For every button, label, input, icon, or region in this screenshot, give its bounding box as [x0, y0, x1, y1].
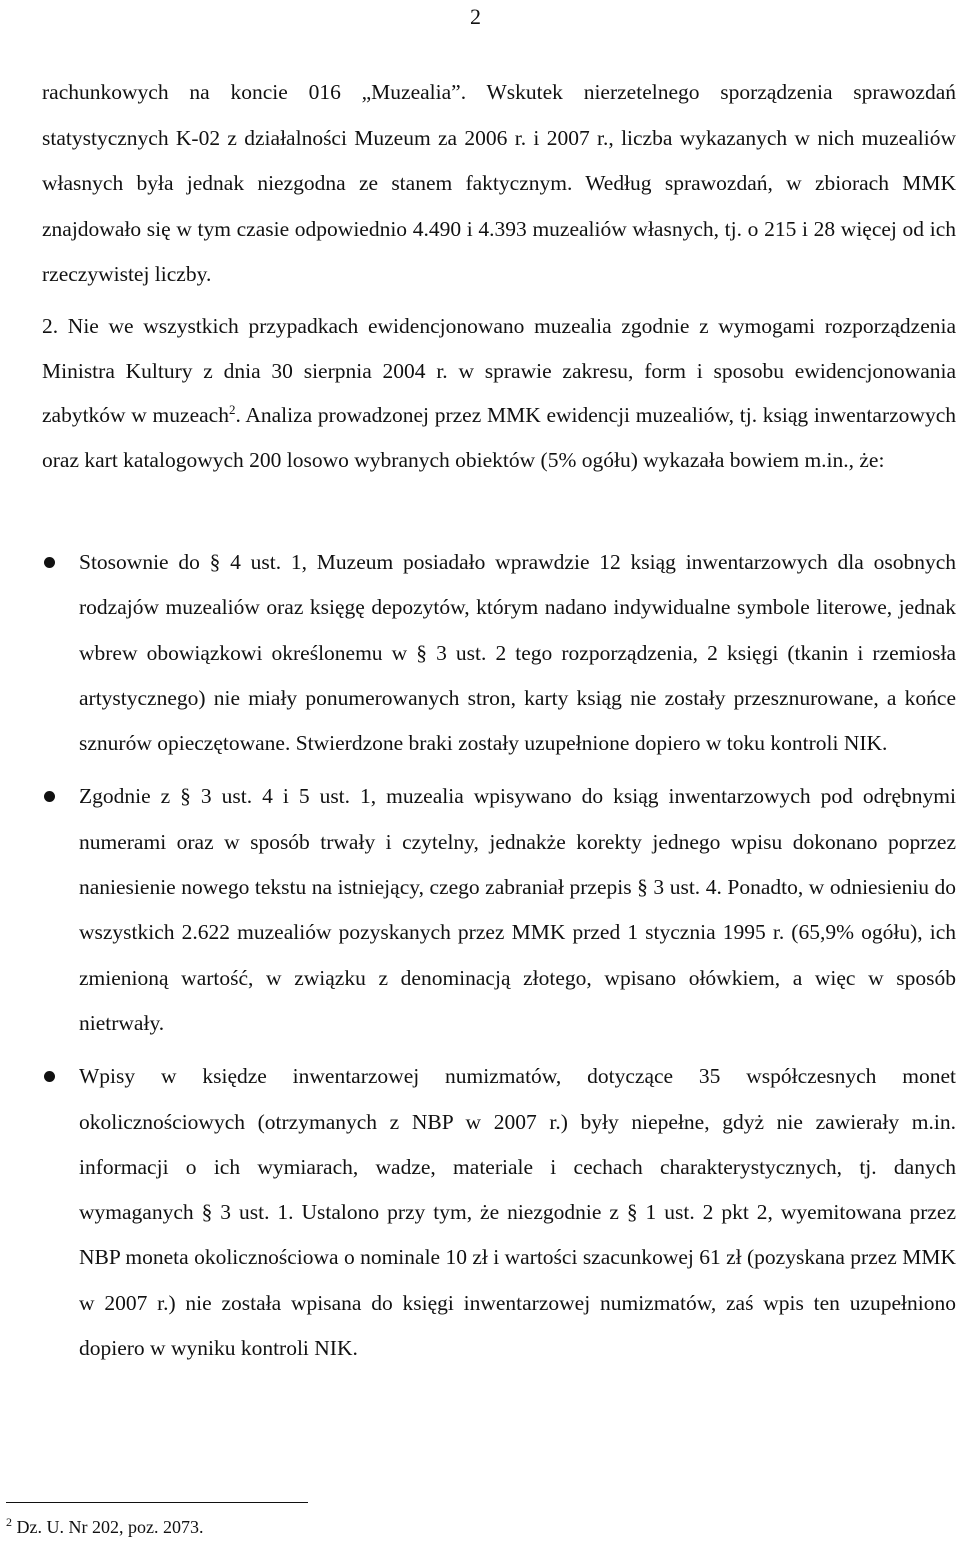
footnote [6, 1517, 203, 1538]
footnote-reference[interactable]: 2 [228, 401, 236, 417]
list-item-text: Stosownie do § 4 ust. 1, Muzeum posiadało wprawdzie 12 ksiąg inwentarzowych dla osobnych rodzajów muzealiów oraz księgę depozytów, którym nadano indywidualne symbole literowe, jednak wbrew obowiązkowi określonemu w § 3 ust. 2 tego rozporządzenia, 2 księgi (tkanin i rzemiosła artystycznego) nie miały ponumerowanych stron, karty ksiąg nie zostały przesznurowane, a końce sznurów opieczętowane. Stwierdzone braki zostały uzupełnione dopiero w toku kontroli NIK. [79, 550, 956, 756]
list-item-text: Zgodnie z § 3 ust. 4 i 5 ust. 1, muzealia wpisywano do ksiąg inwentarzowych pod odrębnymi numerami oraz w sposób trwały i czytelny, jednakże korekty jednego wpisu dokonano poprzez naniesienie nowego tekstu na istniejący, czego zabraniał przepis § 3 ust. 4. Ponadto, w odniesieniu do wszystkich 2.622 muzealiów pozyskanych przez MMK przed 1 stycznia 1995 r. (65,9% ogółu), ich zmienioną wartość, w związku z denominacją złotego, wpisano ołówkiem, a więc w sposób nietrwały. [79, 784, 956, 1035]
findings-list [42, 540, 956, 1371]
footnote-number: 2 [6, 1515, 12, 1529]
bullet-icon [44, 557, 55, 568]
page-number: 2 [470, 4, 481, 29]
paragraph-2-text-b: . Analiza prowadzonej przez MMK ewidencji muzealiów, tj. ksiąg inwentarzowych oraz kart katalogowych 200 losowo wybranych obiektów (5% ogółu) wykazała bowiem m.in., że: [42, 403, 956, 472]
list-item-text: Wpisy w księdze inwentarzowej numizmatów, dotyczące 35 współczesnych monet okolicznościowych (otrzymanych z NBP w 2007 r.) były niepełne, gdyż nie zawierały m.in. informacji o ich wymiarach, wadze, materiale i cechach charakterystycznych, tj. danych wymaganych § 3 ust. 1. Ustalono przy tym, że niezgodnie z § 1 ust. 2 pkt 2, wyemitowana przez NBP moneta okolicznościowa o nominale 10 zł i wartości szacunkowej 61 zł (pozyskana przez MMK w 2007 r.) nie została wpisana do księgi inwentarzowej numizmatów, zaś wpis ten uzupełniono dopiero w wyniku kontroli NIK. [79, 1064, 956, 1361]
bullet-icon [44, 1071, 55, 1082]
list-item [42, 1054, 956, 1371]
footnote-separator [6, 1502, 308, 1503]
list-item [42, 540, 956, 766]
paragraph-1: rachunkowych na koncie 016 „Muzealia”. Wskutek nierzetelnego sporządzenia sprawozdań statystycznych K-02 z działalności Muzeum za 2006 r. i 2007 r., liczba wykazanych w nich muzealiów własnych była jednak niezgodna ze stanem faktycznym. Według sprawozdań, w zbiorach MMK znajdowało się w tym czasie odpowiednio 4.490 i 4.393 muzealiów własnych, tj. o 215 i 28 więcej od ich rzeczywistej liczby. [42, 80, 956, 286]
bullet-icon [44, 791, 55, 802]
footnote-text: Dz. U. Nr 202, poz. 2073. [12, 1517, 204, 1537]
list-item [42, 774, 956, 1046]
paragraph-2-text-a: 2. Nie we wszystkich przypadkach ewidencjonowano muzealia zgodnie z wymogami rozporządzenia Ministra Kultury z dnia 30 sierpnia 2004 r. w sprawie zakresu, form i sposobu ewidencjonowania zabytków w muzeach [42, 314, 956, 427]
paragraph-2 [42, 304, 956, 482]
